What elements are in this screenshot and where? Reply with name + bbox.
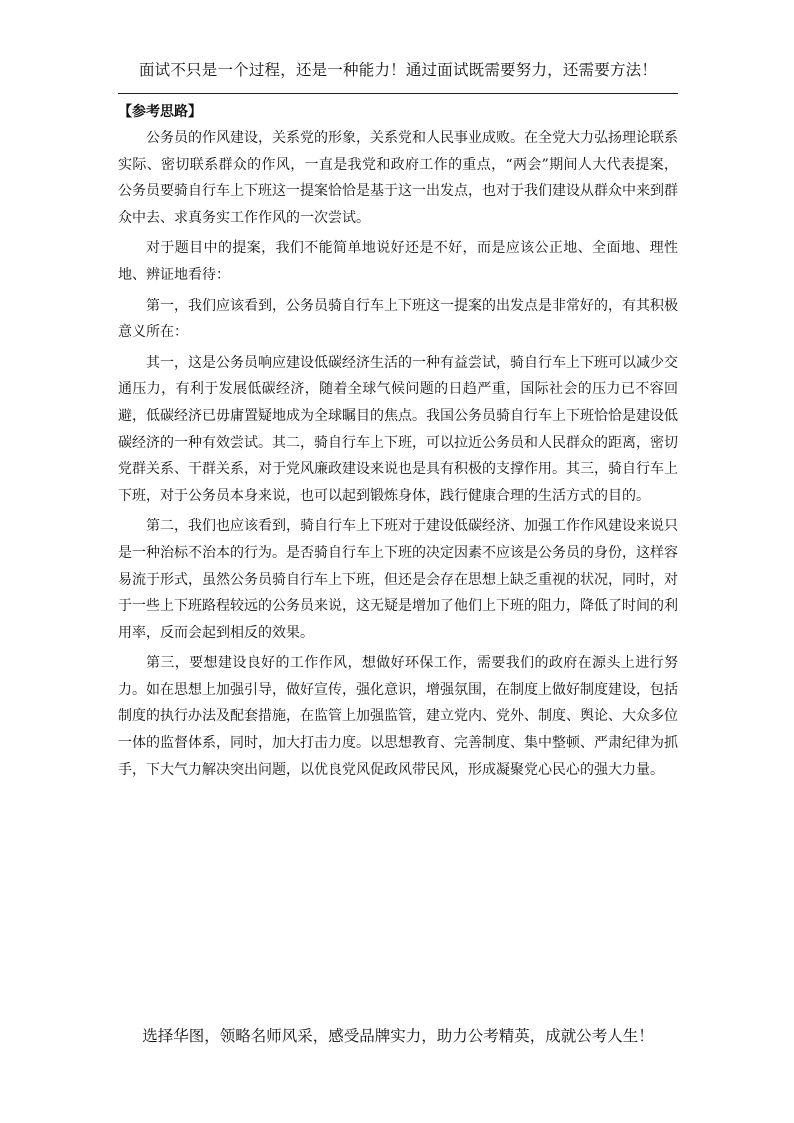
paragraph: 其一，这是公务员响应建设低碳经济生活的一种有益尝试，骑自行车上下班可以减少交通压力，有利于发展低碳经济，随着全球气候问题的日趋严重，国际社会的压力已不容回避，低碳经济已毋庸置疑地成为全球瞩目的焦点。我国公务员骑自行车上下班恰恰是建设低碳经济的一种有效尝试。其二，骑自行车上下班，可以拉近公务员和人民群众的距离，密切党群关系、干群关系，对于党风廉政建设来说也是具有积极的支撑作用。其三，骑自行车上下班，对于公务员本身来说，也可以起到锻炼身体，践行健康合理的生活方式的目的。	[118, 354, 678, 504]
paragraph: 第三，要想建设良好的工作作风，想做好环保工作，需要我们的政府在源头上进行努力。如在思想上加强引导，做好宣传，强化意识，增强氛围，在制度上做好制度建设，包括制度的执行办法及配套措施，在监管上加强监管，建立党内、党外、制度、舆论、大众多位一体的监督体系，同时，加大打击力度。以思想教育、完善制度、集中整顿、严肃纪律为抓手，下大气力解决突出问题，以优良党风促政风带民风，形成凝聚党心民心的强大力量。	[118, 655, 678, 778]
document-body	[118, 99, 678, 787]
page-footer-slogan: 选择华图，领略名师风采，感受品牌实力，助力公考精英，成就公考人生！	[142, 1027, 654, 1045]
paragraph: 第二，我们也应该看到，骑自行车上下班对于建设低碳经济、加强工作作风建设来说只是一种治标不治本的行为。是否骑自行车上下班的决定因素不应该是公务员的身份，这样容易流于形式，虽然公务员骑自行车上下班，但还是会存在思想上缺乏重视的状况，同时，对于一些上下班路程较远的公务员来说，这无疑是增加了他们上下班的阻力，降低了时间的利用率，反而会起到相反的效果。	[118, 518, 678, 641]
paragraph: 对于题目中的提案，我们不能简单地说好还是不好，而是应该公正地、全面地、理性地、辨证地看待：	[118, 240, 678, 283]
section-label: 【参考思路】	[118, 104, 202, 120]
paragraph: 第一，我们应该看到，公务员骑自行车上下班这一提案的出发点是非常好的，有其积极意义所在：	[118, 297, 678, 341]
paragraph: 公务员的作风建设，关系党的形象，关系党和人民事业成败。在全党大力弘扬理论联系实际、密切联系群众的作风，一直是我党和政府工作的重点，“两会”期间人大代表提案，公务员要骑自行车上下班这一提案恰恰是基于这一出发点，也对于我们建设从群众中来到群众中去、求真务实工作作风的一次尝试。	[118, 130, 678, 226]
page-header-slogan: 面试不只是一个过程，还是一种能力！通过面试既需要努力，还需要方法！	[138, 61, 658, 79]
header-divider	[118, 93, 678, 94]
